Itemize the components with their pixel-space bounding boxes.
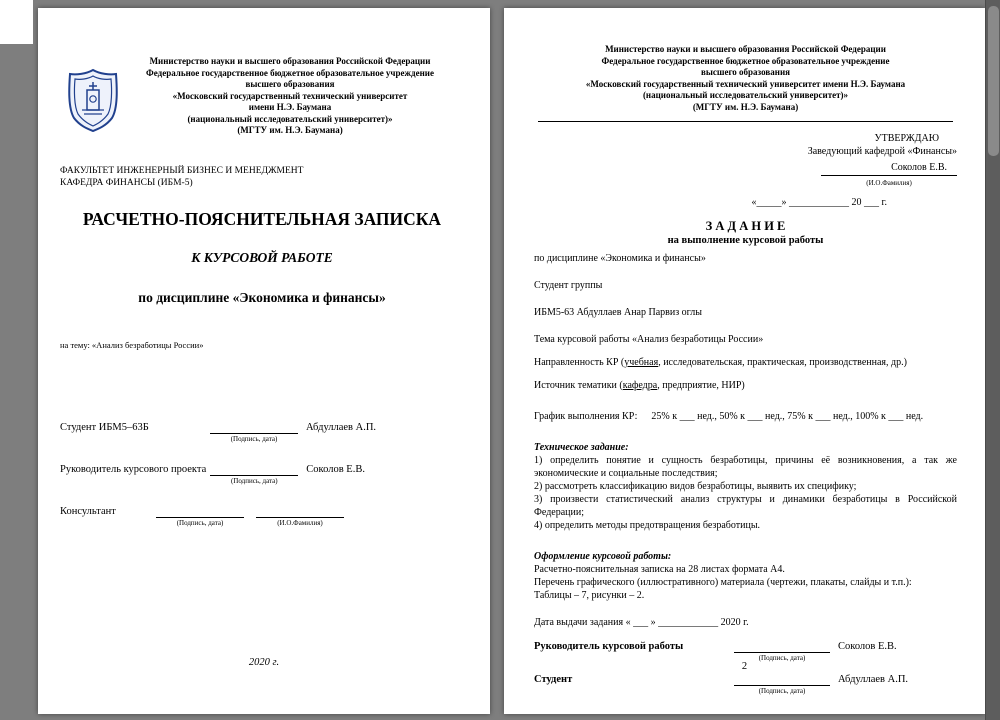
department-line: КАФЕДРА ФИНАНСЫ (ИБМ-5) xyxy=(60,177,193,188)
department-head-label: Заведующий кафедрой «Финансы» xyxy=(807,146,957,157)
approval-block xyxy=(534,132,957,209)
header-line: «Московский государственный технический университет xyxy=(172,90,408,101)
signature-cell xyxy=(210,422,298,443)
signature-block xyxy=(60,422,464,527)
tech-task-label: Техническое задание: xyxy=(534,442,629,453)
direction-line xyxy=(534,356,957,369)
signature-line xyxy=(256,506,344,518)
header-line: «Московский государственный технический университет имени Н.Э. Баумана xyxy=(585,78,906,89)
tech-task-item: 4) определить методы предотвращения безработицы. xyxy=(534,520,761,531)
ministry-header xyxy=(116,56,464,137)
header-line: Министерство науки и высшего образования Российской Федерации xyxy=(605,44,886,54)
signature-cell xyxy=(256,506,344,527)
topic-line: на тему: «Анализ безработицы России» xyxy=(60,339,204,350)
signature-line xyxy=(734,674,830,686)
signature-hint: (Подпись, дата) xyxy=(758,654,806,662)
issue-date-line: Дата выдачи задания « ___ » ____________ 2020 г. xyxy=(534,617,749,628)
signature-line xyxy=(210,422,298,434)
student-signature-row xyxy=(534,674,957,695)
approve-label: УТВЕРЖДАЮ xyxy=(874,133,939,144)
source-prefix: Источник тематики ( xyxy=(534,380,623,391)
header-line: Федеральное государственное бюджетное образовательное учреждение xyxy=(601,55,890,66)
student-fullname: ИБМ5-63 Абдуллаев Анар Парвиз оглы xyxy=(534,307,702,318)
page-assignment-sheet xyxy=(504,8,985,714)
header-divider xyxy=(538,121,953,122)
signature-hint: (Подпись, дата) xyxy=(230,476,278,485)
supervisor-label: Руководитель курсового проекта xyxy=(60,463,207,475)
header-line: (национальный исследовательский университет)» xyxy=(187,113,393,124)
source-line xyxy=(534,379,957,392)
direction-choice: учебная xyxy=(624,357,659,368)
schedule-line xyxy=(534,410,957,423)
discipline-line: по дисциплине «Экономика и финансы» xyxy=(534,253,706,264)
signature-cell xyxy=(156,506,244,527)
header-line: имени Н.Э. Баумана xyxy=(248,102,332,112)
signature-hint: (Подпись, дата) xyxy=(230,434,278,443)
signature-cell xyxy=(734,674,830,695)
supervisor-signature-row xyxy=(60,464,464,485)
viewer-corner xyxy=(0,0,33,44)
signature-hint: (Подпись, дата) xyxy=(758,687,806,695)
tech-task-item: 3) произвести статистический анализ структуры и динамики безработицы в Российской Федерации; xyxy=(534,494,957,518)
signature-cell xyxy=(210,464,298,485)
direction-prefix: Направленность КР ( xyxy=(534,357,625,368)
supervisor-name: Соколов Е.В. xyxy=(838,641,897,652)
faculty-line: ФАКУЛЬТЕТ ИНЖЕНЕРНЫЙ БИЗНЕС И МЕНЕДЖМЕНТ xyxy=(60,165,304,176)
tech-task-item: 1) определить понятие и сущность безработицы, причины её возникновения, а так же экономические и социальные последствия; xyxy=(534,455,957,479)
header-line: высшего образования xyxy=(245,79,335,89)
approve-date-blank: «_____» ____________ 20 ___ г. xyxy=(751,197,887,208)
ministry-header xyxy=(534,44,957,113)
supervisor-signature-row xyxy=(534,641,957,662)
tech-task-item: 2) рассмотреть классификацию видов безработицы, выявить их специфику; xyxy=(534,481,857,492)
head-name: Соколов Е.В. xyxy=(821,161,957,176)
signature-hint: (Подпись, дата) xyxy=(176,518,224,527)
header-line: Федеральное государственное бюджетное образовательное учреждение xyxy=(146,67,434,78)
design-line: Перечень графического (иллюстративного) материала (чертежи, плакаты, слайды и т.п.): xyxy=(534,577,912,588)
task-subtitle: на выполнение курсовой работы xyxy=(667,235,824,246)
design-line: Таблицы – 7, рисунки – 2. xyxy=(534,590,645,601)
name-hint: (И.О.Фамилия) xyxy=(277,518,323,527)
student-name: Абдуллаев А.П. xyxy=(306,421,377,433)
name-hint: (И.О.Фамилия) xyxy=(866,179,912,187)
student-group-label: Студент группы xyxy=(534,280,603,291)
discipline-line: по дисциплине «Экономика и финансы» xyxy=(138,289,386,305)
student-label: Студент ИБМ5–63Б xyxy=(60,421,149,433)
source-choice: кафедра xyxy=(622,380,658,391)
header-line: (МГТУ им. Н.Э. Баумана) xyxy=(237,125,343,135)
scrollbar[interactable] xyxy=(985,0,1000,720)
supervisor-name: Соколов Е.В. xyxy=(306,463,365,475)
consultant-label: Консультант xyxy=(60,505,116,517)
design-line: Расчетно-пояснительная записка на 28 листах формата А4. xyxy=(534,564,785,575)
header-line: (национальный исследовательский университет)» xyxy=(642,90,849,100)
source-suffix: , предприятие, НИР) xyxy=(657,380,745,391)
student-signature-row xyxy=(60,422,464,443)
department-head-signature xyxy=(821,161,957,190)
supervisor-label: Руководитель курсовой работы xyxy=(534,641,684,652)
header-line: высшего образования xyxy=(700,67,791,77)
topic-line: Тема курсовой работы «Анализ безработицы России» xyxy=(534,334,764,345)
header-line: (МГТУ им. Н.Э. Баумана) xyxy=(692,101,799,112)
page-number: 2 xyxy=(741,661,748,672)
header-line: Министерство науки и высшего образования Российской Федерации xyxy=(149,56,431,66)
scrollbar-thumb[interactable] xyxy=(988,6,999,156)
signature-line xyxy=(210,464,298,476)
university-logo-icon xyxy=(66,68,120,132)
design-label: Оформление курсовой работы: xyxy=(534,551,672,562)
year-line: 2020 г. xyxy=(248,657,280,668)
signature-line xyxy=(156,506,244,518)
document-title: РАСЧЕТНО-ПОЯСНИТЕЛЬНАЯ ЗАПИСКА xyxy=(82,208,442,229)
schedule-value: 25% к ___ нед., 50% к ___ нед., 75% к ___ нед., 100% к ___ нед. xyxy=(651,411,924,422)
student-name: Абдуллаев А.П. xyxy=(838,674,909,685)
document-subtitle: К КУРСОВОЙ РАБОТЕ xyxy=(191,249,333,265)
signature-cell xyxy=(734,641,830,662)
page-title-sheet xyxy=(38,8,490,714)
task-title: З А Д А Н И Е xyxy=(705,219,786,233)
student-label: Студент xyxy=(534,674,573,685)
consultant-signature-row xyxy=(60,506,464,527)
schedule-label: График выполнения КР: xyxy=(534,411,638,422)
signature-line xyxy=(734,641,830,653)
direction-suffix: , исследовательская, практическая, производственная, др.) xyxy=(658,357,907,368)
